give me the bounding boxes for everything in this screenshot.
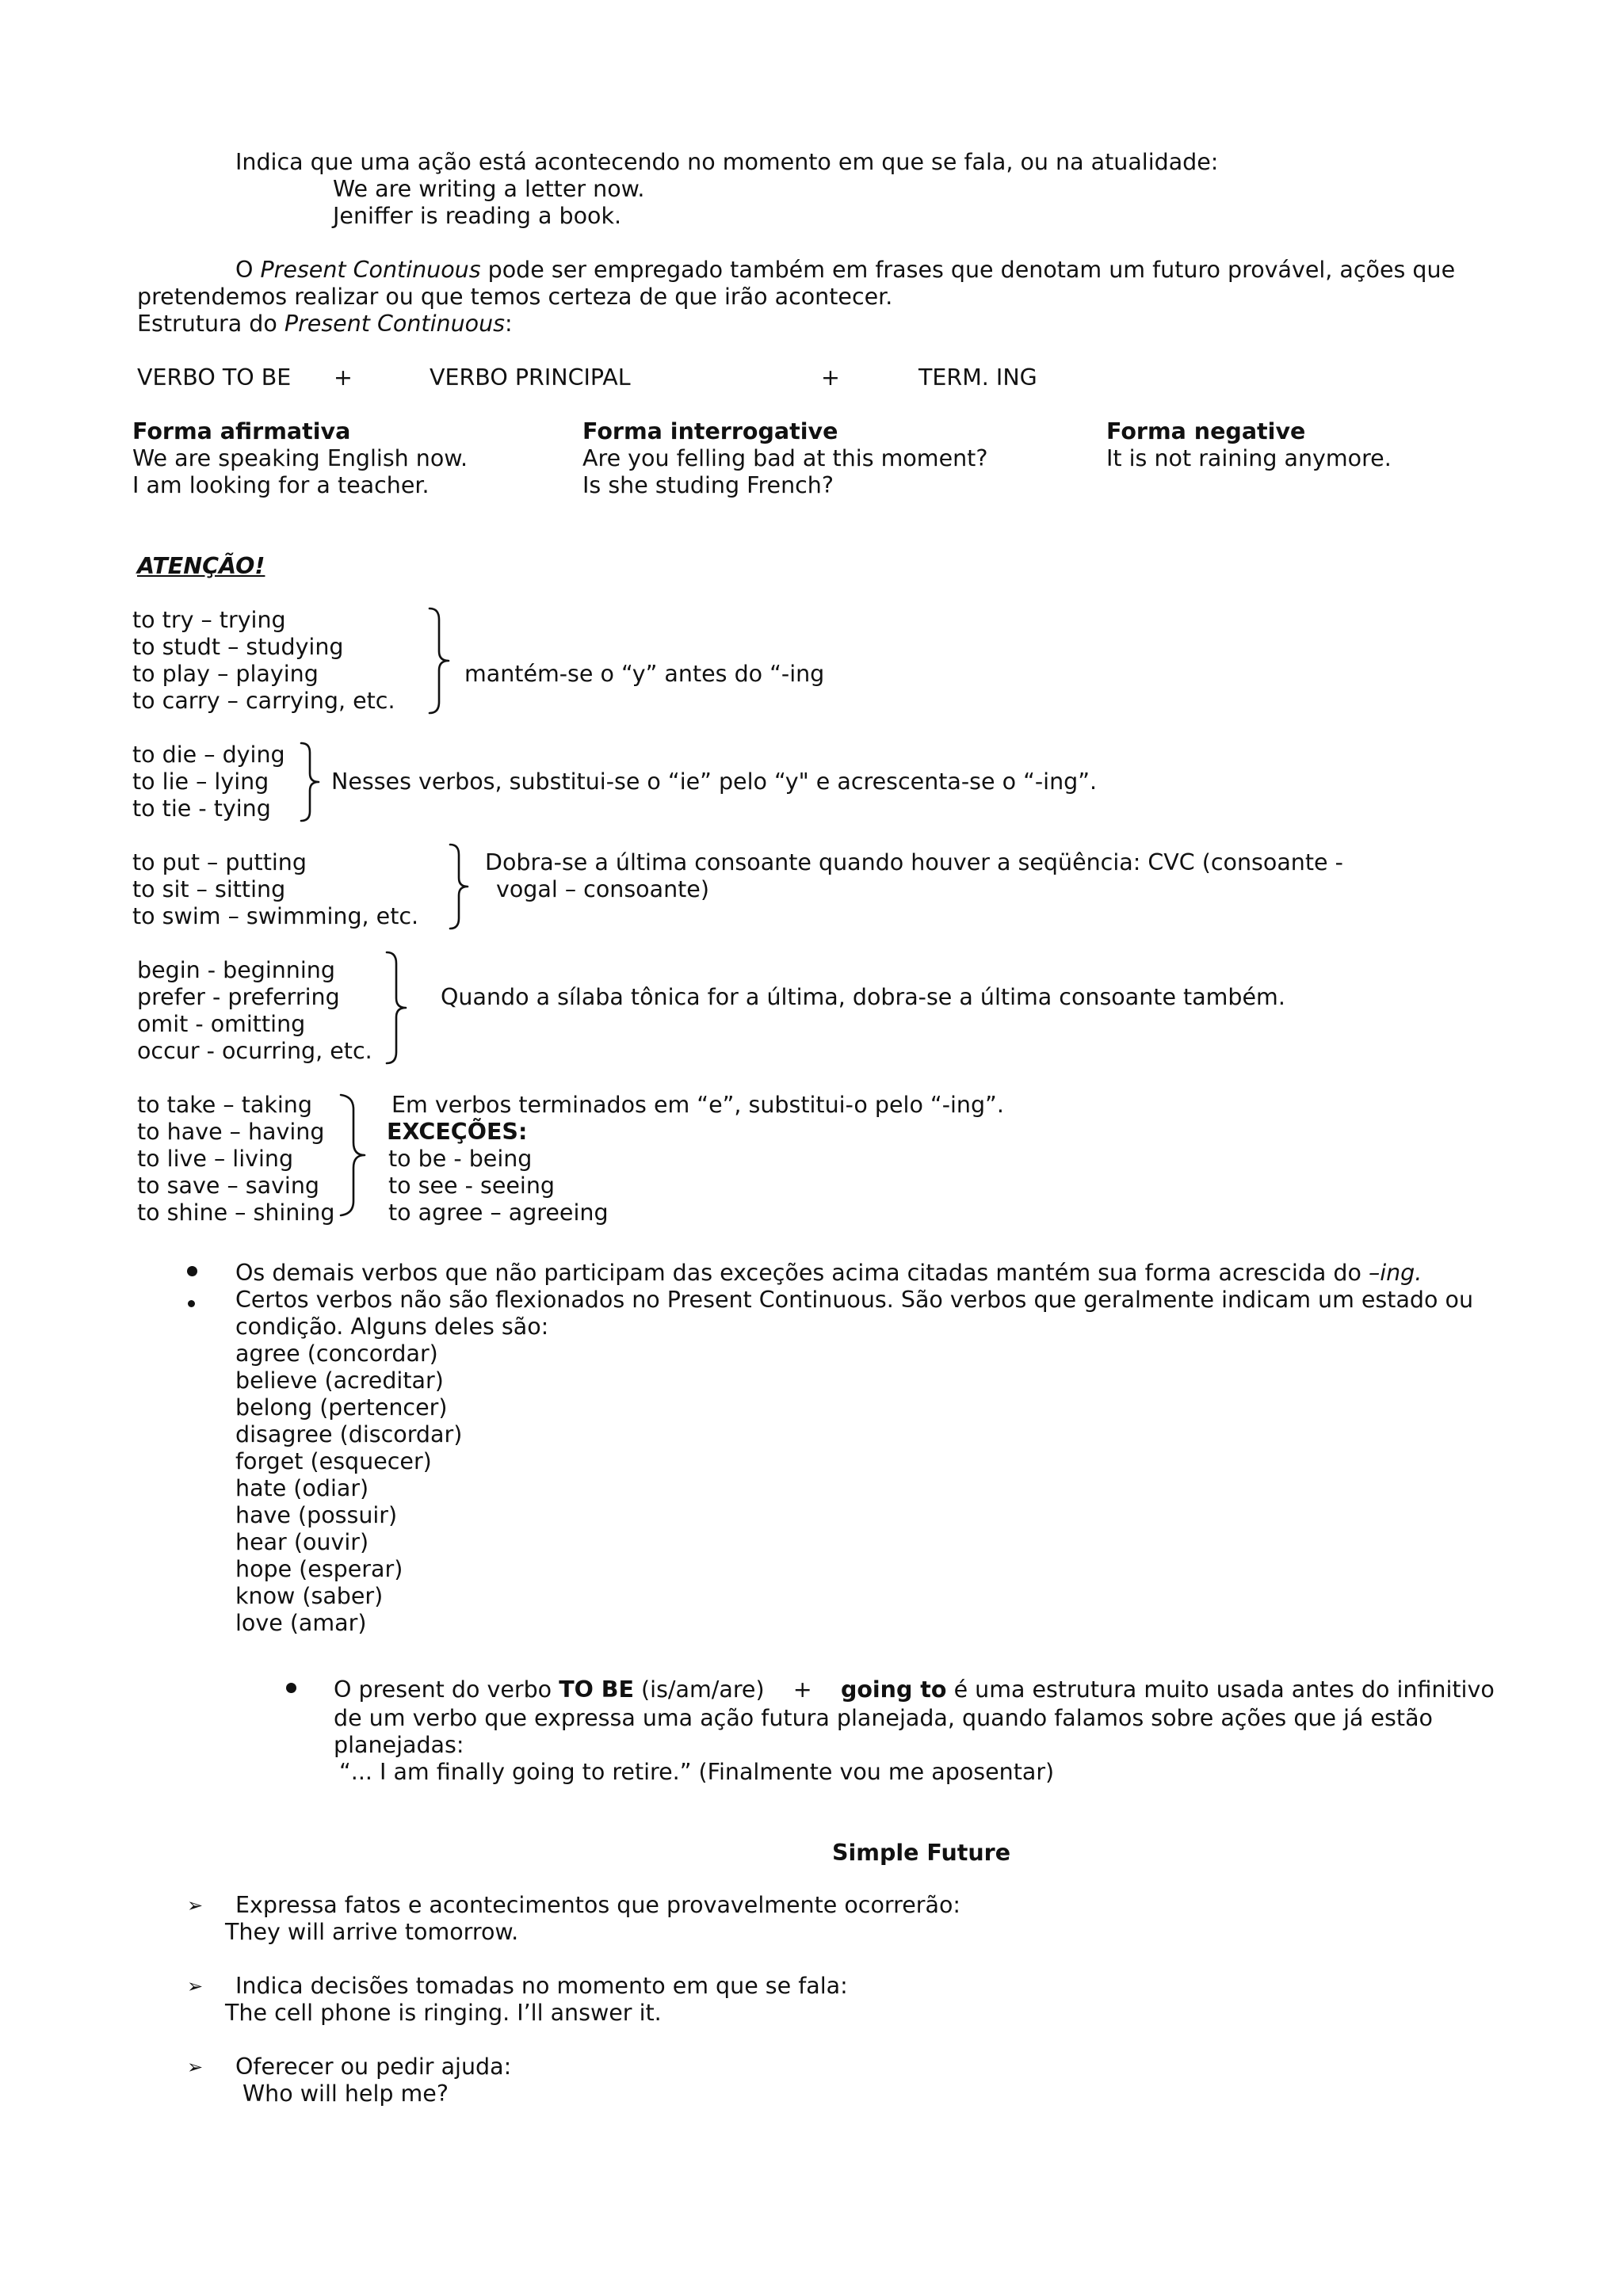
section-title: Simple Future: [832, 1840, 1011, 1866]
form-example: I am looking for a teacher.: [132, 472, 430, 498]
future-example: They will arrive tomorrow.: [225, 1919, 519, 1945]
verb-pair: to shine – shining: [137, 1199, 335, 1226]
verb-pair: prefer - preferring: [137, 984, 340, 1010]
form-heading: Forma interrogative: [582, 418, 838, 444]
future-use: Oferecer ou pedir ajuda:: [235, 2054, 512, 2080]
verb-pair: omit - omitting: [137, 1011, 306, 1037]
bullet-text-cont: condição. Alguns deles são:: [235, 1314, 549, 1340]
bullet-text: Certos verbos não são flexionados no Present Continuous. São verbos que geralmente indicam um estado ou: [235, 1287, 1474, 1313]
form-interrogative: [582, 418, 987, 499]
list-item: agree (concordar): [235, 1341, 438, 1367]
rule-group-ie: [132, 742, 285, 822]
list-item: hope (esperar): [235, 1556, 403, 1582]
form-example: Is she studing French?: [582, 472, 834, 498]
rule-group-stress: [137, 957, 372, 1065]
right-brace-icon: [428, 607, 452, 715]
future-use-paragraph-cont: pretendemos realizar ou que temos certeza de que irão acontecer.: [137, 284, 893, 310]
verb-pair: to studt – studying: [132, 634, 344, 660]
list-item: love (amar): [235, 1610, 367, 1636]
list-item: disagree (discordar): [235, 1421, 463, 1447]
rule-note-cont: vogal – consoante): [496, 876, 709, 902]
future-example: The cell phone is ringing. I’ll answer it.: [225, 2000, 662, 2026]
stative-verb-list: [235, 1341, 462, 1637]
going-to-example: “... I am finally going to retire.” (Finalmente vou me aposentar): [339, 1759, 1055, 1785]
verb-pair: occur - ocurring, etc.: [137, 1038, 372, 1064]
example-sentence: Jeniffer is reading a book.: [333, 203, 622, 229]
example-sentence: We are writing a letter now.: [333, 176, 645, 202]
list-item: belong (pertencer): [235, 1394, 448, 1421]
verb-pair: to swim – swimming, etc.: [132, 903, 419, 929]
right-brace-icon: [449, 843, 472, 930]
arrow-bullet-icon: ➢: [187, 1894, 204, 1917]
arrow-bullet-icon: ➢: [187, 1975, 204, 1997]
rule-note: mantém-se o “y” antes do “-ing: [464, 661, 825, 687]
form-example: We are speaking English now.: [132, 445, 468, 471]
verb-pair: to play – playing: [132, 661, 319, 687]
rule-group-e: [137, 1092, 334, 1226]
verb-pair: to carry – carrying, etc.: [132, 688, 395, 714]
verb-pair: to die – dying: [132, 742, 285, 768]
rule-note: Nesses verbos, substitui-se o “ie” pelo “y" e acrescenta-se o “-ing”.: [331, 769, 1098, 795]
verb-pair: to tie - tying: [132, 795, 271, 822]
formula-main-verb: VERBO PRINCIPAL: [430, 364, 631, 391]
right-brace-icon: [300, 742, 323, 822]
bullet-text: Os demais verbos que não participam das exceções acima citadas mantém sua forma acrescida do –ing.: [235, 1260, 1423, 1286]
form-heading: Forma negative: [1106, 418, 1306, 444]
formula-plus: +: [334, 364, 353, 391]
arrow-bullet-icon: ➢: [187, 2056, 204, 2078]
rule-note: Quando a sílaba tônica for a última, dobra-se a última consoante também.: [441, 984, 1285, 1010]
form-heading: Forma afirmativa: [132, 418, 351, 444]
rule-group-y: [132, 607, 395, 715]
list-item: hear (ouvir): [235, 1529, 369, 1555]
future-use: Expressa fatos e acontecimentos que provavelmente ocorrerão:: [235, 1892, 960, 1918]
exception-item: to see - seeing: [388, 1173, 555, 1199]
verb-pair: to put – putting: [132, 849, 307, 875]
verb-pair: to take – taking: [137, 1092, 312, 1118]
exception-item: to be - being: [388, 1146, 533, 1172]
exception-item: to agree – agreeing: [388, 1199, 609, 1226]
bullet-icon: [286, 1683, 296, 1693]
verb-pair: to try – trying: [132, 607, 286, 633]
bullet-icon: [188, 1300, 195, 1307]
exceptions-list: [388, 1146, 609, 1226]
intro-line: Indica que uma ação está acontecendo no momento em que se fala, ou na atualidade:: [235, 149, 1219, 175]
future-use-paragraph: O Present Continuous pode ser empregado também em frases que denotam um futuro provável, ações que: [235, 257, 1456, 283]
rule-note: Dobra-se a última consoante quando houver a seqüência: CVC (consoante -: [485, 849, 1343, 875]
verb-pair: begin - beginning: [137, 957, 335, 983]
future-use: Indica decisões tomadas no momento em que se fala:: [235, 1973, 848, 1999]
form-example: Are you felling bad at this moment?: [582, 445, 988, 471]
going-to-text-cont: de um verbo que expressa uma ação futura planejada, quando falamos sobre ações que já estão: [334, 1705, 1433, 1731]
formula-plus: +: [821, 364, 840, 391]
list-item: have (possuir): [235, 1502, 398, 1528]
attention-heading: ATENÇÃO!: [137, 553, 265, 579]
form-example: It is not raining anymore.: [1106, 445, 1392, 471]
exceptions-label: EXCEÇÕES:: [387, 1119, 528, 1145]
list-item: hate (odiar): [235, 1475, 369, 1501]
list-item: forget (esquecer): [235, 1448, 432, 1474]
form-affirmative: [132, 418, 468, 499]
verb-pair: to live – living: [137, 1146, 294, 1172]
future-example: Who will help me?: [242, 2081, 449, 2107]
list-item: believe (acreditar): [235, 1367, 444, 1394]
formula-to-be: VERBO TO BE: [137, 364, 292, 391]
going-to-text: O present do verbo TO BE (is/am/are) + going to é uma estrutura muito usada antes do infinitivo: [334, 1676, 1495, 1703]
right-brace-icon: [339, 1093, 368, 1217]
bullet-icon: [187, 1266, 197, 1276]
verb-pair: to save – saving: [137, 1173, 320, 1199]
right-brace-icon: [385, 951, 409, 1065]
verb-pair: to have – having: [137, 1119, 325, 1145]
formula-ing: TERM. ING: [918, 364, 1037, 391]
verb-pair: to sit – sitting: [132, 876, 286, 902]
going-to-text-cont: planejadas:: [334, 1732, 464, 1758]
verb-pair: to lie – lying: [132, 769, 269, 795]
rule-group-cvc: [132, 849, 418, 930]
form-negative: [1106, 418, 1392, 472]
rule-note: Em verbos terminados em “e”, substitui-o pelo “-ing”.: [391, 1092, 1004, 1118]
list-item: know (saber): [235, 1583, 384, 1609]
structure-heading: Estrutura do Present Continuous:: [137, 311, 513, 337]
